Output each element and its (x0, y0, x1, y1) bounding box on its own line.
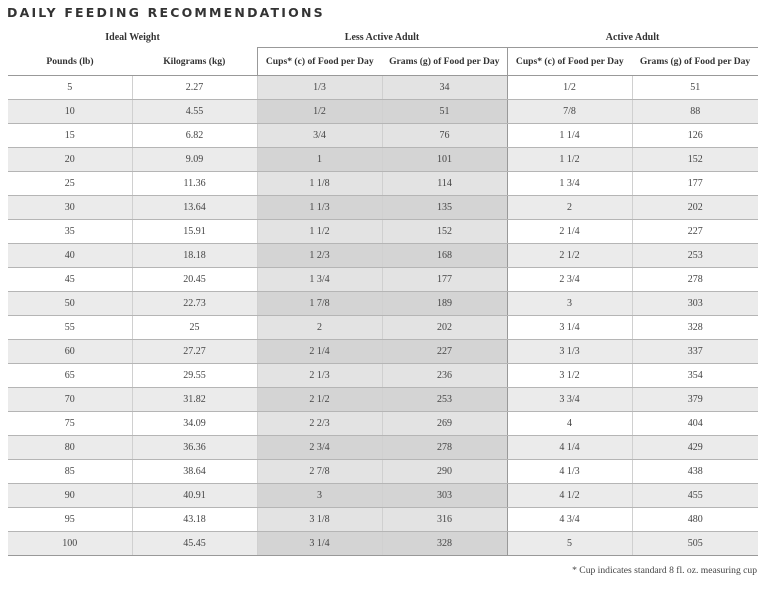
cell-less-active-cups: 1/2 (257, 100, 382, 124)
cell-pounds: 95 (8, 508, 132, 532)
cell-less-active-grams: 236 (382, 364, 507, 388)
cell-less-active-grams: 316 (382, 508, 507, 532)
cell-active-grams: 278 (632, 268, 758, 292)
cell-pounds: 45 (8, 268, 132, 292)
cell-active-grams: 404 (632, 412, 758, 436)
table-row (8, 196, 758, 220)
table-row (8, 268, 758, 292)
table-row (8, 436, 758, 460)
table-row (8, 388, 758, 412)
cell-active-cups: 5 (507, 532, 632, 556)
cell-pounds: 55 (8, 316, 132, 340)
cell-pounds: 15 (8, 124, 132, 148)
cell-active-grams: 177 (632, 172, 758, 196)
cell-pounds: 30 (8, 196, 132, 220)
cell-less-active-cups: 2 1/4 (257, 340, 382, 364)
cell-active-cups: 1 3/4 (507, 172, 632, 196)
footnote: * Cup indicates standard 8 fl. oz. measuring cup (572, 565, 757, 576)
cell-kilograms: 29.55 (132, 364, 257, 388)
cell-less-active-cups: 2 (257, 316, 382, 340)
cell-less-active-cups: 1 (257, 148, 382, 172)
cell-kilograms: 36.36 (132, 436, 257, 460)
cell-active-grams: 354 (632, 364, 758, 388)
cell-active-cups: 4 (507, 412, 632, 436)
group-ideal-weight: Ideal Weight (105, 31, 160, 43)
cell-active-cups: 3 3/4 (507, 388, 632, 412)
cell-active-cups: 7/8 (507, 100, 632, 124)
cell-pounds: 100 (8, 532, 132, 556)
cell-active-cups: 4 3/4 (507, 508, 632, 532)
cell-less-active-grams: 278 (382, 436, 507, 460)
cell-active-cups: 2 1/2 (507, 244, 632, 268)
cell-less-active-cups: 3 (257, 484, 382, 508)
table-row (8, 532, 758, 556)
cell-pounds: 5 (8, 76, 132, 100)
cell-less-active-grams: 168 (382, 244, 507, 268)
cell-pounds: 35 (8, 220, 132, 244)
cell-pounds: 75 (8, 412, 132, 436)
cell-kilograms: 11.36 (132, 172, 257, 196)
cell-active-cups: 3 (507, 292, 632, 316)
cell-less-active-cups: 2 1/2 (257, 388, 382, 412)
cell-kilograms: 43.18 (132, 508, 257, 532)
cell-kilograms: 4.55 (132, 100, 257, 124)
cell-kilograms: 22.73 (132, 292, 257, 316)
group-active-adult: Active Adult (507, 27, 758, 48)
table-row (8, 508, 758, 532)
cell-less-active-cups: 3/4 (257, 124, 382, 148)
cell-less-active-grams: 152 (382, 220, 507, 244)
cell-active-cups: 3 1/3 (507, 340, 632, 364)
cell-kilograms: 34.09 (132, 412, 257, 436)
cell-less-active-cups: 2 7/8 (257, 460, 382, 484)
cell-active-cups: 3 1/4 (507, 316, 632, 340)
column-header-less-active-cups: Cups* (c) of Food per Day (257, 48, 382, 76)
cell-active-cups: 4 1/3 (507, 460, 632, 484)
cell-active-grams: 253 (632, 244, 758, 268)
table-row (8, 292, 758, 316)
cell-kilograms: 13.64 (132, 196, 257, 220)
cell-less-active-cups: 3 1/8 (257, 508, 382, 532)
cell-kilograms: 15.91 (132, 220, 257, 244)
cell-less-active-cups: 2 3/4 (257, 436, 382, 460)
cell-less-active-grams: 202 (382, 316, 507, 340)
column-header-row (8, 48, 758, 76)
cell-less-active-grams: 328 (382, 532, 507, 556)
cell-pounds: 70 (8, 388, 132, 412)
cell-less-active-grams: 76 (382, 124, 507, 148)
cell-kilograms: 25 (132, 316, 257, 340)
cell-active-grams: 303 (632, 292, 758, 316)
cell-less-active-grams: 101 (382, 148, 507, 172)
cell-active-cups: 4 1/2 (507, 484, 632, 508)
cell-less-active-grams: 253 (382, 388, 507, 412)
cell-less-active-grams: 51 (382, 100, 507, 124)
column-header-active-cups: Cups* (c) of Food per Day (507, 48, 632, 76)
cell-active-grams: 455 (632, 484, 758, 508)
cell-pounds: 25 (8, 172, 132, 196)
column-header-less-active-grams: Grams (g) of Food per Day (382, 48, 507, 76)
cell-active-cups: 2 1/4 (507, 220, 632, 244)
group-header-row (8, 27, 758, 48)
cell-less-active-grams: 189 (382, 292, 507, 316)
cell-kilograms: 31.82 (132, 388, 257, 412)
table-row (8, 148, 758, 172)
cell-pounds: 20 (8, 148, 132, 172)
cell-active-cups: 2 3/4 (507, 268, 632, 292)
cell-active-cups: 4 1/4 (507, 436, 632, 460)
cell-kilograms: 6.82 (132, 124, 257, 148)
feeding-table (8, 27, 758, 556)
cell-active-cups: 3 1/2 (507, 364, 632, 388)
cell-active-grams: 505 (632, 532, 758, 556)
cell-pounds: 85 (8, 460, 132, 484)
cell-kilograms: 18.18 (132, 244, 257, 268)
cell-kilograms: 20.45 (132, 268, 257, 292)
cell-active-cups: 1 1/4 (507, 124, 632, 148)
cell-active-cups: 1/2 (507, 76, 632, 100)
cell-pounds: 65 (8, 364, 132, 388)
cell-less-active-cups: 2 2/3 (257, 412, 382, 436)
cell-less-active-cups: 1 2/3 (257, 244, 382, 268)
cell-kilograms: 27.27 (132, 340, 257, 364)
cell-kilograms: 40.91 (132, 484, 257, 508)
cell-kilograms: 2.27 (132, 76, 257, 100)
group-less-active-adult: Less Active Adult (257, 27, 507, 48)
table-row (8, 76, 758, 100)
cell-active-grams: 379 (632, 388, 758, 412)
cell-less-active-grams: 177 (382, 268, 507, 292)
cell-active-grams: 51 (632, 76, 758, 100)
cell-pounds: 50 (8, 292, 132, 316)
cell-active-grams: 328 (632, 316, 758, 340)
cell-less-active-grams: 290 (382, 460, 507, 484)
cell-active-cups: 2 (507, 196, 632, 220)
cell-pounds: 80 (8, 436, 132, 460)
table-row (8, 124, 758, 148)
cell-less-active-cups: 1 3/4 (257, 268, 382, 292)
table-row (8, 244, 758, 268)
cell-pounds: 40 (8, 244, 132, 268)
cell-less-active-grams: 303 (382, 484, 507, 508)
cell-less-active-cups: 1 7/8 (257, 292, 382, 316)
table-row (8, 484, 758, 508)
table-row (8, 340, 758, 364)
cell-less-active-cups: 1 1/8 (257, 172, 382, 196)
cell-active-grams: 429 (632, 436, 758, 460)
cell-active-grams: 126 (632, 124, 758, 148)
cell-active-grams: 88 (632, 100, 758, 124)
cell-kilograms: 9.09 (132, 148, 257, 172)
cell-less-active-cups: 2 1/3 (257, 364, 382, 388)
column-header-active-grams: Grams (g) of Food per Day (632, 48, 758, 76)
cell-active-grams: 227 (632, 220, 758, 244)
cell-less-active-grams: 135 (382, 196, 507, 220)
cell-less-active-grams: 227 (382, 340, 507, 364)
cell-less-active-grams: 269 (382, 412, 507, 436)
column-header-pounds: Pounds (lb) (8, 48, 132, 76)
table-row (8, 364, 758, 388)
cell-pounds: 90 (8, 484, 132, 508)
table-row (8, 172, 758, 196)
table-row (8, 316, 758, 340)
cell-active-grams: 337 (632, 340, 758, 364)
cell-pounds: 60 (8, 340, 132, 364)
cell-pounds: 10 (8, 100, 132, 124)
page-title: DAILY FEEDING RECOMMENDATIONS (7, 5, 325, 20)
cell-active-grams: 480 (632, 508, 758, 532)
cell-less-active-cups: 1/3 (257, 76, 382, 100)
cell-less-active-grams: 34 (382, 76, 507, 100)
cell-less-active-cups: 1 1/3 (257, 196, 382, 220)
table-row (8, 220, 758, 244)
table-row (8, 100, 758, 124)
table-row (8, 460, 758, 484)
cell-active-grams: 438 (632, 460, 758, 484)
cell-active-cups: 1 1/2 (507, 148, 632, 172)
cell-kilograms: 45.45 (132, 532, 257, 556)
cell-less-active-cups: 1 1/2 (257, 220, 382, 244)
cell-less-active-grams: 114 (382, 172, 507, 196)
table-row (8, 412, 758, 436)
cell-kilograms: 38.64 (132, 460, 257, 484)
cell-less-active-cups: 3 1/4 (257, 532, 382, 556)
column-header-kilograms: Kilograms (kg) (132, 48, 257, 76)
table-body (8, 76, 758, 556)
cell-active-grams: 152 (632, 148, 758, 172)
cell-active-grams: 202 (632, 196, 758, 220)
